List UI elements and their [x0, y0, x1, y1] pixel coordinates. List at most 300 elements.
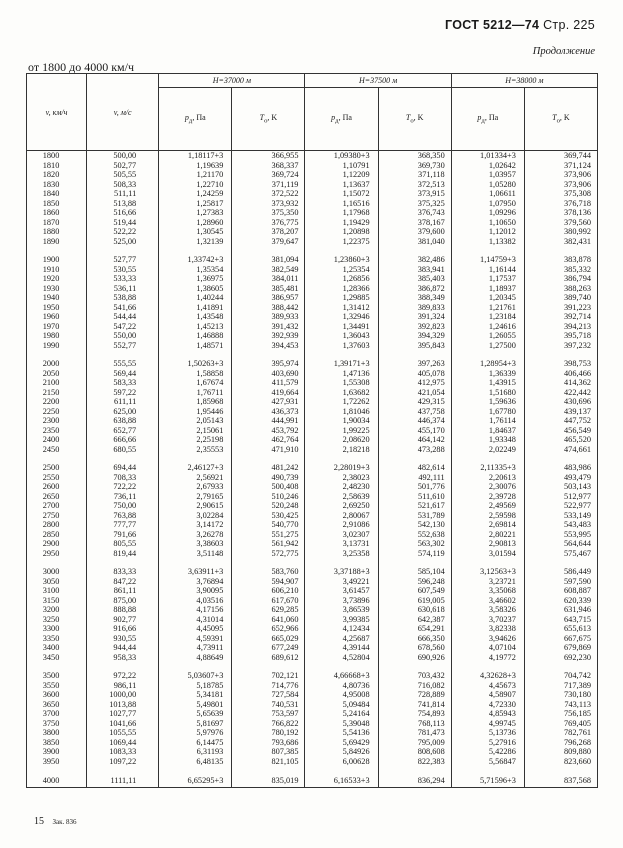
- table-row: [27, 397, 598, 407]
- pressure-37000-cell: 1,32139: [159, 237, 232, 247]
- temp-37500-cell: 678,560: [378, 643, 451, 653]
- speed-ms-cell: 541,66: [87, 303, 159, 313]
- speed-kmh-cell: 3200: [27, 605, 87, 615]
- temp-37500-cell: 808,608: [378, 747, 451, 757]
- table-row: [27, 237, 598, 247]
- pressure-37500-cell: 4,25687: [305, 634, 378, 644]
- spacer-cell: [524, 350, 597, 359]
- temp-38000-cell: 597,590: [524, 577, 597, 587]
- speed-kmh-cell: 3950: [27, 757, 87, 767]
- pressure-37500-cell: 1,34491: [305, 322, 378, 332]
- pressure-37500-cell: 1,99225: [305, 426, 378, 436]
- pressure-37500-cell: 3,02307: [305, 530, 378, 540]
- table-row: [27, 492, 598, 502]
- page-footer: [34, 816, 77, 827]
- temp-37000-cell: 766,822: [232, 719, 305, 729]
- temp-37000-cell: 753,597: [232, 709, 305, 719]
- pressure-38000-cell: 4,32628+3: [451, 671, 524, 681]
- speed-kmh-cell: 1910: [27, 265, 87, 275]
- pressure-38000-cell: 2,30076: [451, 482, 524, 492]
- temp-37000-cell: 540,770: [232, 520, 305, 530]
- temp-37000-cell: 462,764: [232, 435, 305, 445]
- pressure-37000-cell: 3,51148: [159, 549, 232, 559]
- speed-kmh-cell: 1950: [27, 303, 87, 313]
- pressure-37500-cell: 2,28019+3: [305, 463, 378, 473]
- temp-37000-cell: 727,584: [232, 690, 305, 700]
- pressure-37500-cell: 1,20898: [305, 227, 378, 237]
- table-row: [27, 463, 598, 473]
- block-spacer: [27, 454, 598, 463]
- pressure-38000-cell: 1,43915: [451, 378, 524, 388]
- speed-ms-cell: 736,11: [87, 492, 159, 502]
- spacer-cell: [378, 558, 451, 567]
- temp-37500-cell: 552,638: [378, 530, 451, 540]
- spacer-cell: [451, 350, 524, 359]
- table-row: [27, 653, 598, 663]
- footer-page-number: 15: [34, 816, 44, 827]
- speed-ms-cell: 597,22: [87, 388, 159, 398]
- temp-38000-cell: 730,180: [524, 690, 597, 700]
- spacer-cell: [159, 454, 232, 463]
- temp-38000-cell: 717,389: [524, 681, 597, 691]
- temp-37500-cell: 703,432: [378, 671, 451, 681]
- speed-ms-cell: 547,22: [87, 322, 159, 332]
- speed-kmh-cell: 3550: [27, 681, 87, 691]
- pressure-38000-cell: 1,02642: [451, 161, 524, 171]
- temp-37000-cell: 375,350: [232, 208, 305, 218]
- table-row: [27, 208, 598, 218]
- pressure-38000-cell: 1,23184: [451, 312, 524, 322]
- pressure-37000-cell: 3,14172: [159, 520, 232, 530]
- col-header-pressure: $p_д$, Па: [159, 88, 232, 151]
- temp-38000-cell: 375,308: [524, 189, 597, 199]
- table-row: [27, 407, 598, 417]
- temp-38000-cell: 769,405: [524, 719, 597, 729]
- speed-ms-cell: 502,77: [87, 161, 159, 171]
- temp-37000-cell: 530,425: [232, 511, 305, 521]
- pressure-37000-cell: 4,45095: [159, 624, 232, 634]
- table-row: [27, 728, 598, 738]
- pressure-37000-cell: 1,35354: [159, 265, 232, 275]
- spacer-cell: [451, 558, 524, 567]
- pressure-37000-cell: 1,21170: [159, 170, 232, 180]
- temp-38000-cell: 391,223: [524, 303, 597, 313]
- group-header-38000: H=38000 м: [451, 74, 597, 88]
- temp-37500-cell: 585,104: [378, 567, 451, 577]
- pressure-37500-cell: 3,99385: [305, 615, 378, 625]
- pressure-37500-cell: 2,69250: [305, 501, 378, 511]
- temp-38000-cell: 704,742: [524, 671, 597, 681]
- temp-38000-cell: 371,124: [524, 161, 597, 171]
- temp-37500-cell: 412,975: [378, 378, 451, 388]
- temp-37500-cell: 795,009: [378, 738, 451, 748]
- pressure-37000-cell: 1,36975: [159, 274, 232, 284]
- pressure-37000-cell: 1,40244: [159, 293, 232, 303]
- pressure-37500-cell: 5,39048: [305, 719, 378, 729]
- temp-37500-cell: 781,473: [378, 728, 451, 738]
- table-row: [27, 605, 598, 615]
- speed-ms-cell: 944,44: [87, 643, 159, 653]
- temp-38000-cell: 406,466: [524, 369, 597, 379]
- pressure-37500-cell: 1,90034: [305, 416, 378, 426]
- temp-37000-cell: 835,019: [232, 775, 305, 788]
- speed-kmh-cell: 1840: [27, 189, 87, 199]
- speed-kmh-cell: 1920: [27, 274, 87, 284]
- pressure-38000-cell: 1,20345: [451, 293, 524, 303]
- pressure-38000-cell: 1,93348: [451, 435, 524, 445]
- temp-38000-cell: 398,753: [524, 359, 597, 369]
- spacer-cell: [451, 246, 524, 255]
- pressure-38000-cell: 1,67780: [451, 407, 524, 417]
- speed-kmh-cell: 2050: [27, 369, 87, 379]
- temp-38000-cell: 378,136: [524, 208, 597, 218]
- table-row: [27, 293, 598, 303]
- table-row: [27, 416, 598, 426]
- spacer-cell: [524, 246, 597, 255]
- speed-kmh-cell: 1960: [27, 312, 87, 322]
- temp-37500-cell: 389,833: [378, 303, 451, 313]
- spacer-cell: [305, 766, 378, 775]
- temp-37000-cell: 689,612: [232, 653, 305, 663]
- pressure-37000-cell: 4,59391: [159, 634, 232, 644]
- speed-ms-cell: 1027,77: [87, 709, 159, 719]
- speed-kmh-cell: 3150: [27, 596, 87, 606]
- temp-37500-cell: 531,789: [378, 511, 451, 521]
- temp-37000-cell: 371,119: [232, 180, 305, 190]
- temp-37500-cell: 596,248: [378, 577, 451, 587]
- table-row: [27, 322, 598, 332]
- table-row: [27, 738, 598, 748]
- speed-kmh-cell: 3050: [27, 577, 87, 587]
- table-row: [27, 501, 598, 511]
- spacer-cell: [305, 454, 378, 463]
- temp-37000-cell: 384,011: [232, 274, 305, 284]
- speed-ms-cell: 805,55: [87, 539, 159, 549]
- temp-37000-cell: 394,453: [232, 341, 305, 351]
- temp-37000-cell: 403,690: [232, 369, 305, 379]
- temp-37500-cell: 369,730: [378, 161, 451, 171]
- pressure-37500-cell: 1,23860+3: [305, 255, 378, 265]
- table-row: [27, 520, 598, 530]
- table-row: [27, 775, 598, 788]
- pressure-38000-cell: 1,06611: [451, 189, 524, 199]
- temp-37500-cell: 630,618: [378, 605, 451, 615]
- speed-kmh-cell: 1990: [27, 341, 87, 351]
- pressure-37500-cell: 3,13731: [305, 539, 378, 549]
- pressure-38000-cell: 3,35068: [451, 586, 524, 596]
- speed-ms-cell: 791,66: [87, 530, 159, 540]
- speed-kmh-cell: 1830: [27, 180, 87, 190]
- pressure-37500-cell: 2,48230: [305, 482, 378, 492]
- pressure-38000-cell: 1,12012: [451, 227, 524, 237]
- table-row: [27, 388, 598, 398]
- temp-38000-cell: 465,520: [524, 435, 597, 445]
- temp-37500-cell: 768,113: [378, 719, 451, 729]
- speed-ms-cell: 666,66: [87, 435, 159, 445]
- temp-38000-cell: 503,143: [524, 482, 597, 492]
- pressure-37000-cell: 3,76894: [159, 577, 232, 587]
- spacer-cell: [378, 662, 451, 671]
- speed-kmh-cell: 2150: [27, 388, 87, 398]
- pressure-37500-cell: 2,18218: [305, 445, 378, 455]
- spacer-cell: [232, 558, 305, 567]
- pressure-37000-cell: 2,90615: [159, 501, 232, 511]
- pressure-37000-cell: 1,50263+3: [159, 359, 232, 369]
- spacer-cell: [451, 766, 524, 775]
- speed-kmh-cell: 2450: [27, 445, 87, 455]
- pressure-38000-cell: 1,51680: [451, 388, 524, 398]
- pressure-38000-cell: 1,18937: [451, 284, 524, 294]
- temp-38000-cell: 386,794: [524, 274, 597, 284]
- pressure-37500-cell: 1,72262: [305, 397, 378, 407]
- temp-38000-cell: 837,568: [524, 775, 597, 788]
- speed-ms-cell: 500,00: [87, 151, 159, 161]
- temp-37500-cell: 395,843: [378, 341, 451, 351]
- temp-37000-cell: 369,724: [232, 170, 305, 180]
- speed-kmh-cell: 2100: [27, 378, 87, 388]
- table-row: [27, 615, 598, 625]
- temp-37500-cell: 741,814: [378, 700, 451, 710]
- pressure-37000-cell: 1,27383: [159, 208, 232, 218]
- temp-38000-cell: 743,113: [524, 700, 597, 710]
- pressure-38000-cell: 4,85943: [451, 709, 524, 719]
- pressure-37500-cell: 1,37603: [305, 341, 378, 351]
- speed-ms-cell: 847,22: [87, 577, 159, 587]
- temp-37000-cell: 490,739: [232, 473, 305, 483]
- temp-37500-cell: 482,614: [378, 463, 451, 473]
- spacer-cell: [27, 454, 87, 463]
- temp-37000-cell: 444,991: [232, 416, 305, 426]
- pressure-37000-cell: 6,31193: [159, 747, 232, 757]
- pressure-37000-cell: 1,76711: [159, 388, 232, 398]
- temp-37500-cell: 464,142: [378, 435, 451, 445]
- spacer-cell: [524, 662, 597, 671]
- temp-37500-cell: 654,291: [378, 624, 451, 634]
- block-spacer: [27, 662, 598, 671]
- temp-37500-cell: 563,302: [378, 539, 451, 549]
- temp-38000-cell: 655,613: [524, 624, 597, 634]
- spacer-cell: [378, 350, 451, 359]
- pressure-37500-cell: 4,80736: [305, 681, 378, 691]
- pressure-38000-cell: 3,23721: [451, 577, 524, 587]
- pressure-37500-cell: 1,32946: [305, 312, 378, 322]
- temp-37000-cell: 606,210: [232, 586, 305, 596]
- pressure-37000-cell: 3,63911+3: [159, 567, 232, 577]
- pressure-38000-cell: 5,71596+3: [451, 775, 524, 788]
- speed-kmh-cell: 4000: [27, 775, 87, 788]
- temp-38000-cell: 395,718: [524, 331, 597, 341]
- table-row: [27, 151, 598, 161]
- pressure-37000-cell: 1,30545: [159, 227, 232, 237]
- pressure-37500-cell: 5,84926: [305, 747, 378, 757]
- pressure-38000-cell: 3,01594: [451, 549, 524, 559]
- spacer-cell: [451, 662, 524, 671]
- temp-37000-cell: 392,939: [232, 331, 305, 341]
- table-row: [27, 274, 598, 284]
- speed-ms-cell: 958,33: [87, 653, 159, 663]
- pressure-37000-cell: 2,25198: [159, 435, 232, 445]
- spacer-cell: [159, 662, 232, 671]
- table-row: [27, 180, 598, 190]
- temp-37500-cell: 368,350: [378, 151, 451, 161]
- temp-38000-cell: 512,977: [524, 492, 597, 502]
- pressure-38000-cell: 3,58326: [451, 605, 524, 615]
- table-row: [27, 199, 598, 209]
- pressure-37500-cell: 1,19429: [305, 218, 378, 228]
- temp-37500-cell: 836,294: [378, 775, 451, 788]
- temp-38000-cell: 631,946: [524, 605, 597, 615]
- spacer-cell: [159, 766, 232, 775]
- pressure-38000-cell: 2,80221: [451, 530, 524, 540]
- pressure-37500-cell: 1,81046: [305, 407, 378, 417]
- speed-ms-cell: 888,88: [87, 605, 159, 615]
- temp-37500-cell: 437,758: [378, 407, 451, 417]
- temp-37000-cell: 561,942: [232, 539, 305, 549]
- pressure-37000-cell: 5,49801: [159, 700, 232, 710]
- pressure-38000-cell: 1,10650: [451, 218, 524, 228]
- table-row: [27, 189, 598, 199]
- temp-38000-cell: 388,263: [524, 284, 597, 294]
- temp-37500-cell: 455,170: [378, 426, 451, 436]
- pressure-37500-cell: 1,22375: [305, 237, 378, 247]
- pressure-37000-cell: 6,48135: [159, 757, 232, 767]
- pressure-38000-cell: 4,45673: [451, 681, 524, 691]
- speed-ms-cell: 525,00: [87, 237, 159, 247]
- pressure-38000-cell: 1,26055: [451, 331, 524, 341]
- speed-kmh-cell: 3400: [27, 643, 87, 653]
- spacer-cell: [378, 766, 451, 775]
- pressure-38000-cell: 3,12563+3: [451, 567, 524, 577]
- temp-37000-cell: 386,957: [232, 293, 305, 303]
- speed-kmh-cell: 2750: [27, 511, 87, 521]
- pressure-37000-cell: 5,03607+3: [159, 671, 232, 681]
- pressure-37000-cell: 2,79165: [159, 492, 232, 502]
- speed-kmh-cell: 1980: [27, 331, 87, 341]
- table-row: [27, 445, 598, 455]
- temp-37500-cell: 375,325: [378, 199, 451, 209]
- temp-38000-cell: 373,906: [524, 180, 597, 190]
- spacer-cell: [87, 350, 159, 359]
- temp-37500-cell: 382,486: [378, 255, 451, 265]
- temp-37000-cell: 366,955: [232, 151, 305, 161]
- pressure-38000-cell: 1,36339: [451, 369, 524, 379]
- speed-kmh-cell: 2200: [27, 397, 87, 407]
- pressure-37000-cell: 1,43548: [159, 312, 232, 322]
- table-row: [27, 757, 598, 767]
- pressure-38000-cell: 1,24616: [451, 322, 524, 332]
- speed-ms-cell: 555,55: [87, 359, 159, 369]
- temp-38000-cell: 379,560: [524, 218, 597, 228]
- pressure-38000-cell: 5,27916: [451, 738, 524, 748]
- temp-38000-cell: 474,661: [524, 445, 597, 455]
- temp-37500-cell: 383,941: [378, 265, 451, 275]
- speed-ms-cell: 930,55: [87, 634, 159, 644]
- temp-37000-cell: 641,060: [232, 615, 305, 625]
- pressure-37500-cell: 1,55308: [305, 378, 378, 388]
- temp-38000-cell: 553,995: [524, 530, 597, 540]
- speed-ms-cell: 550,00: [87, 331, 159, 341]
- table-row: [27, 161, 598, 171]
- pressure-38000-cell: 2,90813: [451, 539, 524, 549]
- pressure-38000-cell: 4,99745: [451, 719, 524, 729]
- temp-37000-cell: 629,285: [232, 605, 305, 615]
- speed-kmh-cell: 3600: [27, 690, 87, 700]
- col-header-temperature: $T_о$, K: [378, 88, 451, 151]
- speed-kmh-cell: 2250: [27, 407, 87, 417]
- pressure-37500-cell: 1,28366: [305, 284, 378, 294]
- pressure-37500-cell: 1,47136: [305, 369, 378, 379]
- table-row: [27, 586, 598, 596]
- pressure-38000-cell: 1,13382: [451, 237, 524, 247]
- pressure-37500-cell: 4,95008: [305, 690, 378, 700]
- pressure-37500-cell: 1,25354: [305, 265, 378, 275]
- temp-37000-cell: 411,579: [232, 378, 305, 388]
- speed-ms-cell: 777,77: [87, 520, 159, 530]
- temp-38000-cell: 447,752: [524, 416, 597, 426]
- temp-38000-cell: 756,185: [524, 709, 597, 719]
- spacer-cell: [232, 246, 305, 255]
- pressure-37500-cell: 3,86539: [305, 605, 378, 615]
- speed-ms-cell: 1013,88: [87, 700, 159, 710]
- speed-kmh-cell: 2850: [27, 530, 87, 540]
- temp-37000-cell: 572,775: [232, 549, 305, 559]
- speed-kmh-cell: 3300: [27, 624, 87, 634]
- pressure-37000-cell: 1,18117+3: [159, 151, 232, 161]
- pressure-37500-cell: 5,54136: [305, 728, 378, 738]
- temp-38000-cell: 643,715: [524, 615, 597, 625]
- temp-37000-cell: 453,792: [232, 426, 305, 436]
- temp-37000-cell: 617,670: [232, 596, 305, 606]
- temp-37500-cell: 429,315: [378, 397, 451, 407]
- pressure-37000-cell: 4,03516: [159, 596, 232, 606]
- speed-kmh-cell: 2650: [27, 492, 87, 502]
- pressure-38000-cell: 1,21761: [451, 303, 524, 313]
- speed-ms-cell: 708,33: [87, 473, 159, 483]
- temp-37500-cell: 378,167: [378, 218, 451, 228]
- pressure-37000-cell: 3,90095: [159, 586, 232, 596]
- temp-38000-cell: 543,483: [524, 520, 597, 530]
- speed-kmh-cell: 2700: [27, 501, 87, 511]
- temp-38000-cell: 397,232: [524, 341, 597, 351]
- temp-37000-cell: 391,432: [232, 322, 305, 332]
- spacer-cell: [305, 246, 378, 255]
- pressure-38000-cell: 1,28954+3: [451, 359, 524, 369]
- speed-ms-cell: 552,77: [87, 341, 159, 351]
- speed-ms-cell: 972,22: [87, 671, 159, 681]
- speed-ms-cell: 1000,00: [87, 690, 159, 700]
- temp-38000-cell: 456,549: [524, 426, 597, 436]
- spacer-cell: [378, 454, 451, 463]
- speed-kmh-cell: 1930: [27, 284, 87, 294]
- speed-kmh-cell: 2400: [27, 435, 87, 445]
- pressure-38000-cell: 2,39728: [451, 492, 524, 502]
- speed-ms-cell: 652,77: [87, 426, 159, 436]
- speed-kmh-cell: 2900: [27, 539, 87, 549]
- temp-37000-cell: 740,531: [232, 700, 305, 710]
- speed-ms-cell: 513,88: [87, 199, 159, 209]
- temp-37000-cell: 389,933: [232, 312, 305, 322]
- temp-38000-cell: 422,442: [524, 388, 597, 398]
- spacer-cell: [232, 766, 305, 775]
- temp-37000-cell: 500,408: [232, 482, 305, 492]
- pressure-37000-cell: 1,46888: [159, 331, 232, 341]
- table-row: [27, 709, 598, 719]
- col-header-temperature: $T_о$, K: [524, 88, 597, 151]
- pressure-37500-cell: 3,25358: [305, 549, 378, 559]
- temp-37000-cell: 368,337: [232, 161, 305, 171]
- speed-kmh-cell: 1810: [27, 161, 87, 171]
- pressure-37000-cell: 1,28960: [159, 218, 232, 228]
